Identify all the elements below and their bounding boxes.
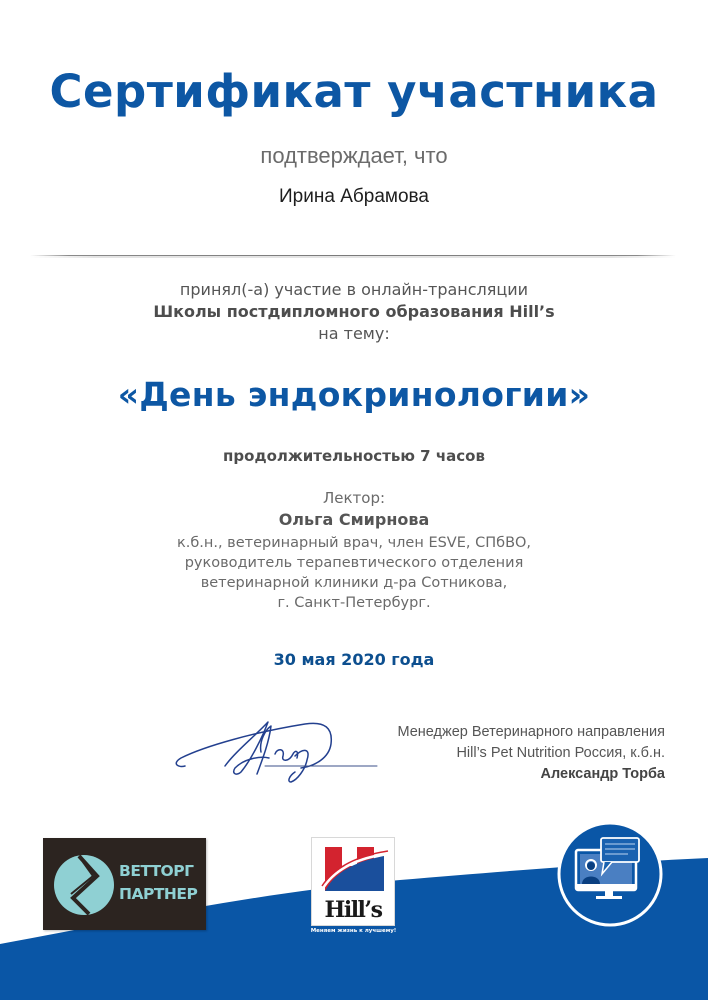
signatory-block: [397, 722, 665, 785]
recipient-name: Ирина Абрамова: [279, 186, 429, 207]
hills-tagline: Меняем жизнь к лучшему!: [310, 928, 397, 934]
on-topic-text: на тему:: [318, 324, 390, 343]
vetorg-wordmark: [119, 860, 197, 906]
certificate-title: Сертификат участника: [49, 65, 659, 118]
lecturer-detail: к.б.н., ветеринарный врач, член ESVE, СПбВО,: [176, 535, 532, 551]
duration-text: продолжительностью 7 часов: [223, 447, 485, 465]
event-date: 30 мая 2020 года: [273, 650, 435, 669]
signature-icon: [165, 712, 380, 792]
separator-shadow: [30, 256, 676, 258]
signatory-company: Hill’s Pet Nutrition Россия, к.б.н.: [456, 745, 665, 761]
topic-title: «День эндокринологии»: [117, 375, 591, 414]
svg-text:Hill’s: Hill’s: [324, 897, 382, 923]
signatory-name: Александр Торба: [540, 766, 665, 782]
vetorg-emblem-icon: [53, 854, 115, 916]
separator-line: [30, 255, 676, 256]
lecturer-detail: руководитель терапевтического отделения: [184, 555, 524, 571]
school-name: Школы постдипломного образования Hill’s: [153, 302, 555, 321]
lecturer-detail: ветеринарной клиники д-ра Сотникова,: [200, 575, 508, 591]
vetorg-partner-logo: [43, 838, 206, 930]
hills-emblem-icon: [312, 838, 394, 925]
vetorg-line1: ВЕТТОРГ: [119, 862, 194, 880]
confirms-text: подтверждает, что: [260, 143, 448, 168]
vetorg-line2: ПАРТНЕР: [119, 885, 198, 903]
webinar-monitor-chat-icon: [556, 820, 664, 928]
hills-logo: [311, 837, 395, 926]
signatory-role: Менеджер Ветеринарного направления: [397, 724, 665, 740]
participation-text: принял(-а) участие в онлайн-трансляции: [179, 280, 529, 299]
lecturer-detail: г. Санкт-Петербург.: [277, 595, 431, 611]
lecturer-name: Ольга Смирнова: [278, 510, 430, 529]
lecturer-label: Лектор:: [322, 489, 386, 507]
